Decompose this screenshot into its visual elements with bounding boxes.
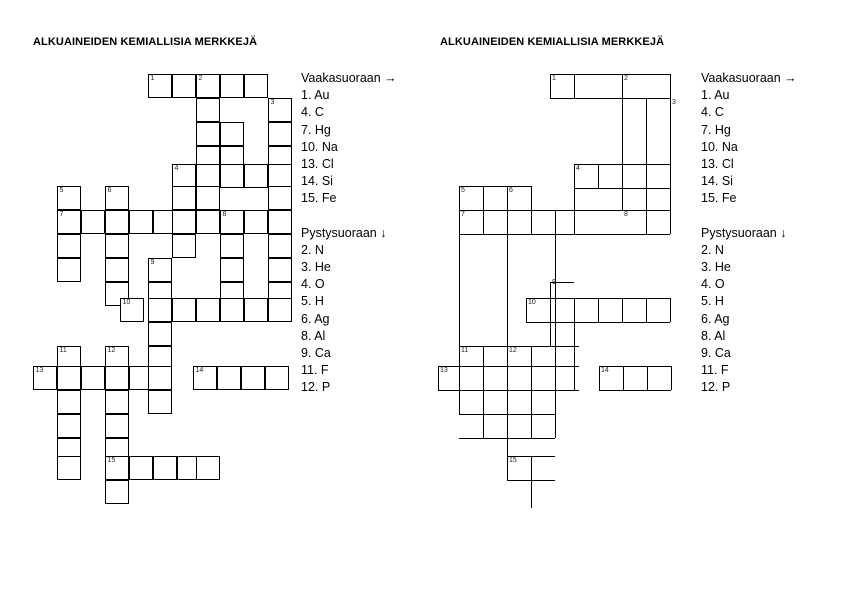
cell-number: 1 (150, 75, 155, 82)
clue-down-8: 8. Al (301, 328, 326, 343)
clue-down-11: 11. F (701, 363, 729, 378)
cell-number: 2 (198, 75, 203, 82)
clue-across-4: 4. C (301, 105, 324, 120)
clue-across-7: 7. Hg (301, 122, 331, 137)
cell-number: 8 (222, 211, 227, 218)
clue-down-5: 5. H (301, 294, 324, 309)
clue-heading-down: Pystysuoraan ↓ (301, 225, 387, 240)
clue-across-7: 7. Hg (701, 122, 731, 137)
panel-right (421, 0, 842, 595)
clue-list-left (301, 70, 397, 397)
cell-number: 12 (509, 347, 517, 354)
clue-down-3: 3. He (301, 260, 331, 275)
cell-number: 11 (461, 347, 469, 354)
clue-across-15: 15. Fe (701, 191, 737, 206)
clue-down-8: 8. Al (701, 328, 726, 343)
cell-number: 10 (122, 299, 131, 306)
clue-spacer (301, 208, 397, 225)
clue-down-2: 2. N (701, 242, 724, 257)
clue-across-14: 14. Si (701, 174, 733, 189)
cell-number: 14 (195, 367, 204, 374)
cell-number: 7 (461, 211, 465, 218)
page-title-left: ALKUAINEIDEN KEMIALLISIA MERKKEJÄ (33, 36, 258, 48)
cell-number: 13 (440, 367, 448, 374)
clue-across-1: 1. Au (701, 88, 730, 103)
clue-across-10: 10. Na (701, 139, 738, 154)
clue-across-13: 13. Cl (701, 157, 734, 172)
clue-spacer (701, 208, 797, 225)
clue-heading-down: Pystysuoraan ↓ (701, 225, 787, 240)
cell-number: 9 (150, 259, 155, 266)
clue-across-1: 1. Au (301, 88, 330, 103)
clue-down-9: 9. Ca (701, 346, 731, 361)
clue-down-5: 5. H (701, 294, 724, 309)
cell-number: 2 (624, 75, 628, 82)
clue-down-3: 3. He (701, 260, 731, 275)
clue-across-4: 4. C (701, 105, 724, 120)
cell-number: 6 (509, 187, 513, 194)
cell-number: 13 (35, 367, 44, 374)
clue-down-6: 6. Ag (301, 311, 330, 326)
cell-number: 4 (576, 165, 580, 172)
cell-number: 8 (624, 211, 628, 218)
clue-across-13: 13. Cl (301, 157, 334, 172)
cell-number: 3 (270, 99, 275, 106)
cell-number: 3 (672, 99, 676, 106)
cell-number: 4 (174, 165, 179, 172)
clue-heading-across: Vaakasuoraan → (701, 71, 797, 85)
clue-down-2: 2. N (301, 242, 324, 257)
clue-across-15: 15. Fe (301, 191, 337, 206)
page-title-right: ALKUAINEIDEN KEMIALLISIA MERKKEJÄ (440, 36, 665, 48)
cell-number: 5 (461, 187, 465, 194)
cell-number: 11 (59, 347, 67, 354)
cell-number: 1 (552, 75, 556, 82)
cell-number: 15 (107, 457, 116, 464)
clue-down-9: 9. Ca (301, 346, 331, 361)
clue-heading-across: Vaakasuoraan → (301, 71, 397, 85)
cell-number: 6 (107, 187, 112, 194)
clue-down-12: 12. P (701, 380, 731, 395)
cell-number: 5 (59, 187, 64, 194)
cell-number: 15 (509, 457, 517, 464)
clue-down-4: 4. O (301, 277, 325, 292)
cell-number: 12 (107, 347, 116, 354)
clue-down-12: 12. P (301, 380, 331, 395)
clue-across-14: 14. Si (301, 174, 333, 189)
clue-down-4: 4. O (701, 277, 725, 292)
cell-number: 10 (528, 299, 536, 306)
cell-number: 7 (59, 211, 64, 218)
clue-list-right (701, 70, 797, 397)
clue-across-10: 10. Na (301, 139, 338, 154)
cell-number: 14 (601, 367, 609, 374)
clue-down-11: 11. F (301, 363, 329, 378)
cell-number: 9 (552, 279, 556, 286)
clue-down-6: 6. Ag (701, 311, 730, 326)
